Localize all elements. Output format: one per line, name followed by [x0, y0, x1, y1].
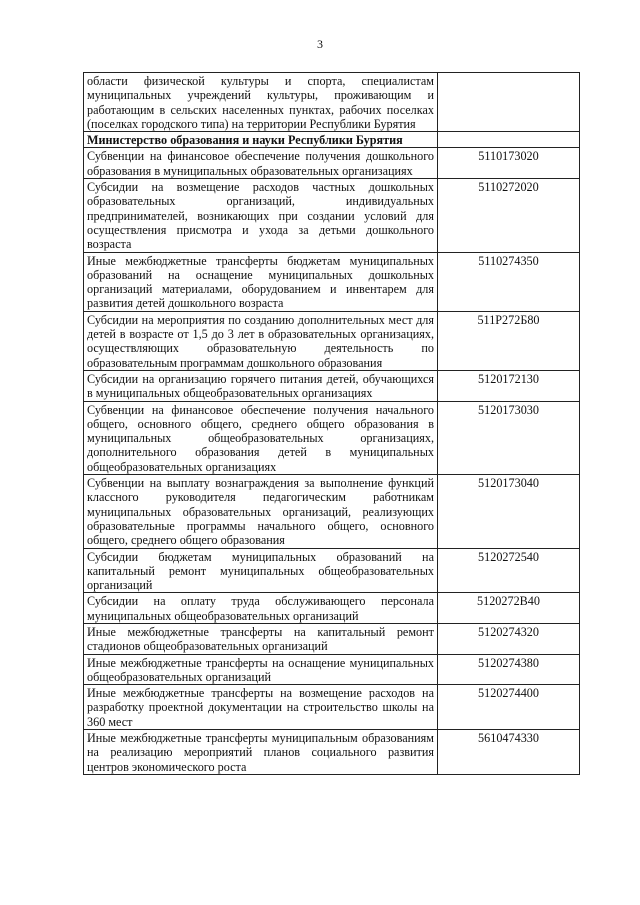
page-number: 3 — [317, 37, 323, 51]
table-row — [84, 311, 580, 370]
row-description: Субсидии на организацию горячего питания детей, обучающихся в муниципальных общеобразовательных организациях — [84, 370, 438, 401]
row-code: 511P272Б80 — [438, 311, 580, 370]
row-code: 5120272540 — [438, 548, 580, 593]
section-header-row — [84, 132, 580, 148]
row-description: Субсидии на оплату труда обслуживающего персонала муниципальных общеобразовательных организаций — [84, 593, 438, 624]
row-code: 5120172130 — [438, 370, 580, 401]
row-description: Иные межбюджетные трансферты на капитальный ремонт стадионов общеобразовательных организаций — [84, 623, 438, 654]
row-code — [438, 73, 580, 132]
table-row — [84, 685, 580, 730]
table-row — [84, 179, 580, 252]
row-description: Субвенции на выплату вознаграждения за выполнение функций классного руководителя педагогическим работникам муниципальных образовательных организаций, реализующих образовательные программы начального общего, основного общего, среднего общего образования — [84, 475, 438, 548]
row-code: 5610474330 — [438, 730, 580, 775]
row-code: 5120173040 — [438, 475, 580, 548]
section-title: Министерство образования и науки Республики Бурятия — [84, 132, 438, 148]
row-description: Субвенции на финансовое обеспечение получения дошкольного образования в муниципальных образовательных организациях — [84, 148, 438, 179]
table-row — [84, 548, 580, 593]
row-code — [438, 132, 580, 148]
row-code: 5120274380 — [438, 654, 580, 685]
table-row — [84, 148, 580, 179]
table-row — [84, 593, 580, 624]
table-row — [84, 370, 580, 401]
row-description: Субсидии на мероприятия по созданию дополнительных мест для детей в возрасте от 1,5 до 3 лет в образовательных организациях, осуществляющих образовательную деятельность по образовательным программам дошкольного образования — [84, 311, 438, 370]
row-description: Иные межбюджетные трансферты на оснащение муниципальных общеобразовательных организаций — [84, 654, 438, 685]
table-row — [84, 401, 580, 474]
row-code: 5110272020 — [438, 179, 580, 252]
row-description: Субвенции на финансовое обеспечение получения начального общего, основного общего, среднего общего образования в муниципальных общеобразовательных организациях, дополнительного образования детей в муниципальных общеобразовательных организациях — [84, 401, 438, 474]
table-row — [84, 252, 580, 311]
row-description: Субсидии бюджетам муниципальных образований на капитальный ремонт муниципальных общеобразовательных организаций — [84, 548, 438, 593]
row-description: Иные межбюджетные трансферты муниципальным образованиям на реализацию мероприятий планов социального развития центров экономического роста — [84, 730, 438, 775]
row-description: Субсидии на возмещение расходов частных дошкольных образовательных организаций, индивидуальных предпринимателей, возникающих при создании условий для осуществления присмотра и ухода за детьми дошкольного возраста — [84, 179, 438, 252]
row-code: 5120173030 — [438, 401, 580, 474]
row-description: Иные межбюджетные трансферты бюджетам муниципальных образований на оснащение муниципальных дошкольных организаций материалами, оборудованием и инвентарем для развития детей дошкольного возраста — [84, 252, 438, 311]
row-code: 5120272В40 — [438, 593, 580, 624]
row-code: 5120274320 — [438, 623, 580, 654]
row-code: 5120274400 — [438, 685, 580, 730]
table-row — [84, 475, 580, 548]
budget-codes-table — [83, 72, 580, 775]
row-code: 5110173020 — [438, 148, 580, 179]
table-row — [84, 654, 580, 685]
table-row — [84, 730, 580, 775]
table-row — [84, 623, 580, 654]
table-row — [84, 73, 580, 132]
row-description: области физической культуры и спорта, специалистам муниципальных учреждений культуры, проживающим и работающим в сельских населенных пунктах, рабочих поселках (поселках городского типа) на территории Республики Бурятия — [84, 73, 438, 132]
row-code: 5110274350 — [438, 252, 580, 311]
row-description: Иные межбюджетные трансферты на возмещение расходов на разработку проектной документации на строительство школы на 360 мест — [84, 685, 438, 730]
